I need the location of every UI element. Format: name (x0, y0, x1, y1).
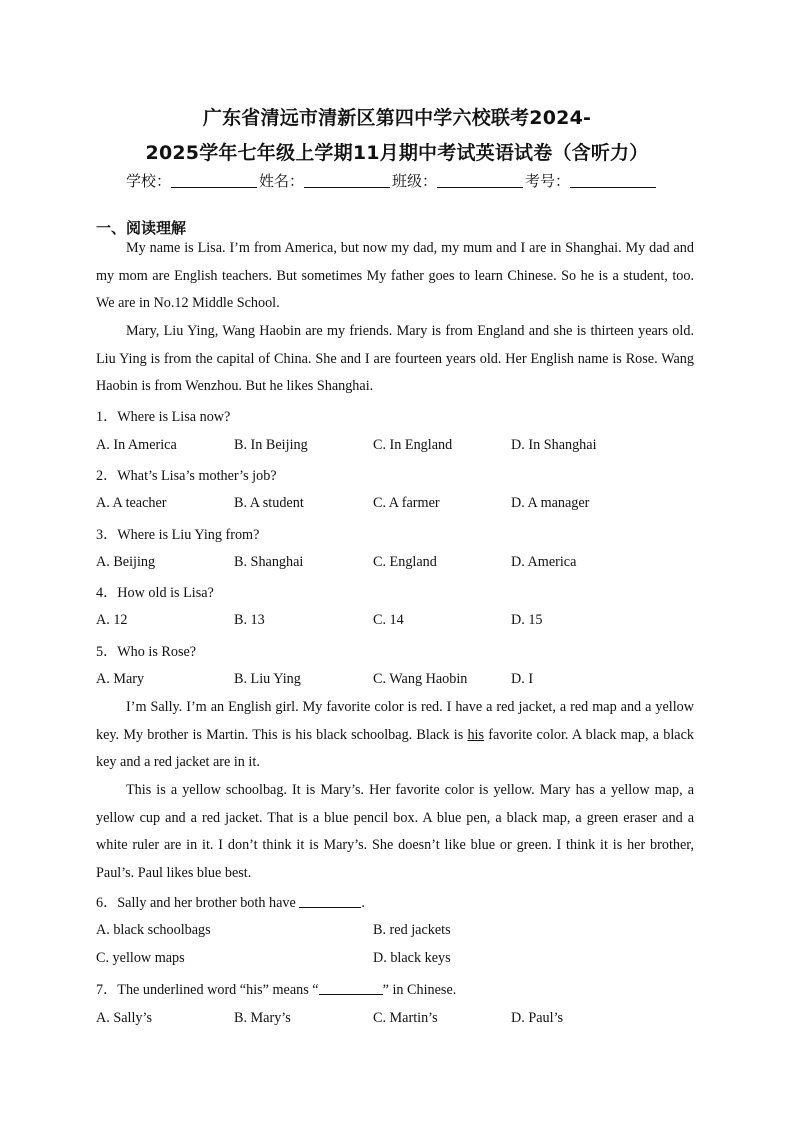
q2-option-a[interactable]: A. A teacher (96, 495, 167, 511)
question-5: 5．Who is Rose? (96, 644, 197, 660)
question-7 (96, 979, 456, 999)
q3-option-d[interactable]: D. America (511, 554, 577, 570)
q6-option-c[interactable]: C. yellow maps (96, 950, 185, 966)
school-blank[interactable] (171, 173, 257, 188)
q7-option-d[interactable]: D. Paul’s (511, 1010, 564, 1026)
q4-option-a[interactable]: A. 12 (96, 612, 128, 628)
q7-option-a[interactable]: A. Sally’s (96, 1010, 152, 1026)
q6-option-a[interactable]: A. black schoolbags (96, 922, 211, 938)
passage-1-paragraph-2: Mary, Liu Ying, Wang Haobin are my friends. Mary is from England and she is thirteen years old. Liu Ying is from the capital of China. She and I are fourteen years old. Her English name is Rose. Wang Haobin is from Wenzhou. But he likes Shanghai. (96, 323, 694, 395)
question-2: 2．What’s Lisa’s mother’s job? (96, 468, 277, 484)
exam-title-line-2: 2025学年七年级上学期11月期中考试英语试卷（含听力） (145, 142, 649, 164)
q7-option-b[interactable]: B. Mary’s (234, 1010, 291, 1026)
q1-option-b[interactable]: B. In Beijing (234, 437, 308, 453)
question-3: 3．Where is Liu Ying from? (96, 527, 260, 543)
q6-text: 6．Sally and her brother both have (96, 895, 296, 911)
q1-option-d[interactable]: D. In Shanghai (511, 437, 597, 453)
q6-option-b[interactable]: B. red jackets (373, 922, 451, 938)
q4-option-b[interactable]: B. 13 (234, 612, 265, 628)
q4-option-d[interactable]: D. 15 (511, 612, 543, 628)
q5-option-c[interactable]: C. Wang Haobin (373, 671, 468, 687)
q2-option-d[interactable]: D. A manager (511, 495, 590, 511)
class-blank[interactable] (437, 173, 523, 188)
q7-answer-blank[interactable] (319, 982, 383, 995)
q3-option-b[interactable]: B. Shanghai (234, 554, 304, 570)
q5-option-d[interactable]: D. I (511, 671, 534, 687)
passage-2-p1-text-after: favorite color. A black map, a black key and a red jacket are in it. (96, 726, 694, 771)
exam-title-line-1: 广东省清远市清新区第四中学六校联考2024- (202, 107, 592, 129)
q3-option-c[interactable]: C. England (373, 554, 437, 570)
q2-option-c[interactable]: C. A farmer (373, 495, 440, 511)
name-blank[interactable] (304, 173, 390, 188)
school-label: 学校： (126, 172, 172, 190)
student-info-row (126, 170, 658, 191)
number-blank[interactable] (570, 173, 656, 188)
q7-option-c[interactable]: C. Martin’s (373, 1010, 438, 1026)
q5-option-b[interactable]: B. Liu Ying (234, 671, 301, 687)
q7-text-after: ” in Chinese. (382, 982, 457, 998)
question-1: 1．Where is Lisa now? (96, 409, 231, 425)
passage-1-paragraph-1: My name is Lisa. I’m from America, but now my dad, my mum and I are in Shanghai. My dad and my mom are English teachers. But sometimes My father goes to learn Chinese. So he is a student, too. We are in No.12 Middle School. (96, 240, 694, 312)
q7-text-before: 7．The underlined word “his” means “ (96, 982, 319, 998)
class-label: 班级： (392, 172, 438, 190)
q1-option-a[interactable]: A. In America (96, 437, 177, 453)
name-label: 姓名： (259, 172, 305, 190)
q6-answer-blank[interactable] (299, 895, 361, 908)
passage-2-p1-text-before: I’m Sally. I’m an English girl. My favorite color is red. I have a red jacket, a red map and a yellow key. My brother is Martin. This is his black schoolbag. Black is (96, 699, 694, 743)
underlined-word-his: his (467, 726, 484, 743)
number-label: 考号： (525, 172, 571, 190)
q6-option-d[interactable]: D. black keys (373, 950, 451, 966)
passage-2-paragraph-2: This is a yellow schoolbag. It is Mary’s. Her favorite color is yellow. Mary has a yellow map, a yellow cup and a red jacket. That is a blue pencil box. A blue pen, a black map, a green eraser and a white ruler are in it. I don’t think it is Mary’s. She doesn’t like blue or green. I think it is her brother, Paul’s. Paul likes blue best. (96, 782, 694, 882)
question-6 (96, 892, 365, 912)
q6-end: . (361, 895, 365, 911)
q1-option-c[interactable]: C. In England (373, 437, 453, 453)
q4-option-c[interactable]: C. 14 (373, 612, 404, 628)
section-title: 一、阅读理解 (96, 219, 187, 237)
question-4: 4．How old is Lisa? (96, 585, 214, 601)
q3-option-a[interactable]: A. Beijing (96, 554, 156, 570)
passage-2-paragraph-1 (96, 694, 694, 777)
q5-option-a[interactable]: A. Mary (96, 671, 145, 687)
q2-option-b[interactable]: B. A student (234, 495, 304, 511)
